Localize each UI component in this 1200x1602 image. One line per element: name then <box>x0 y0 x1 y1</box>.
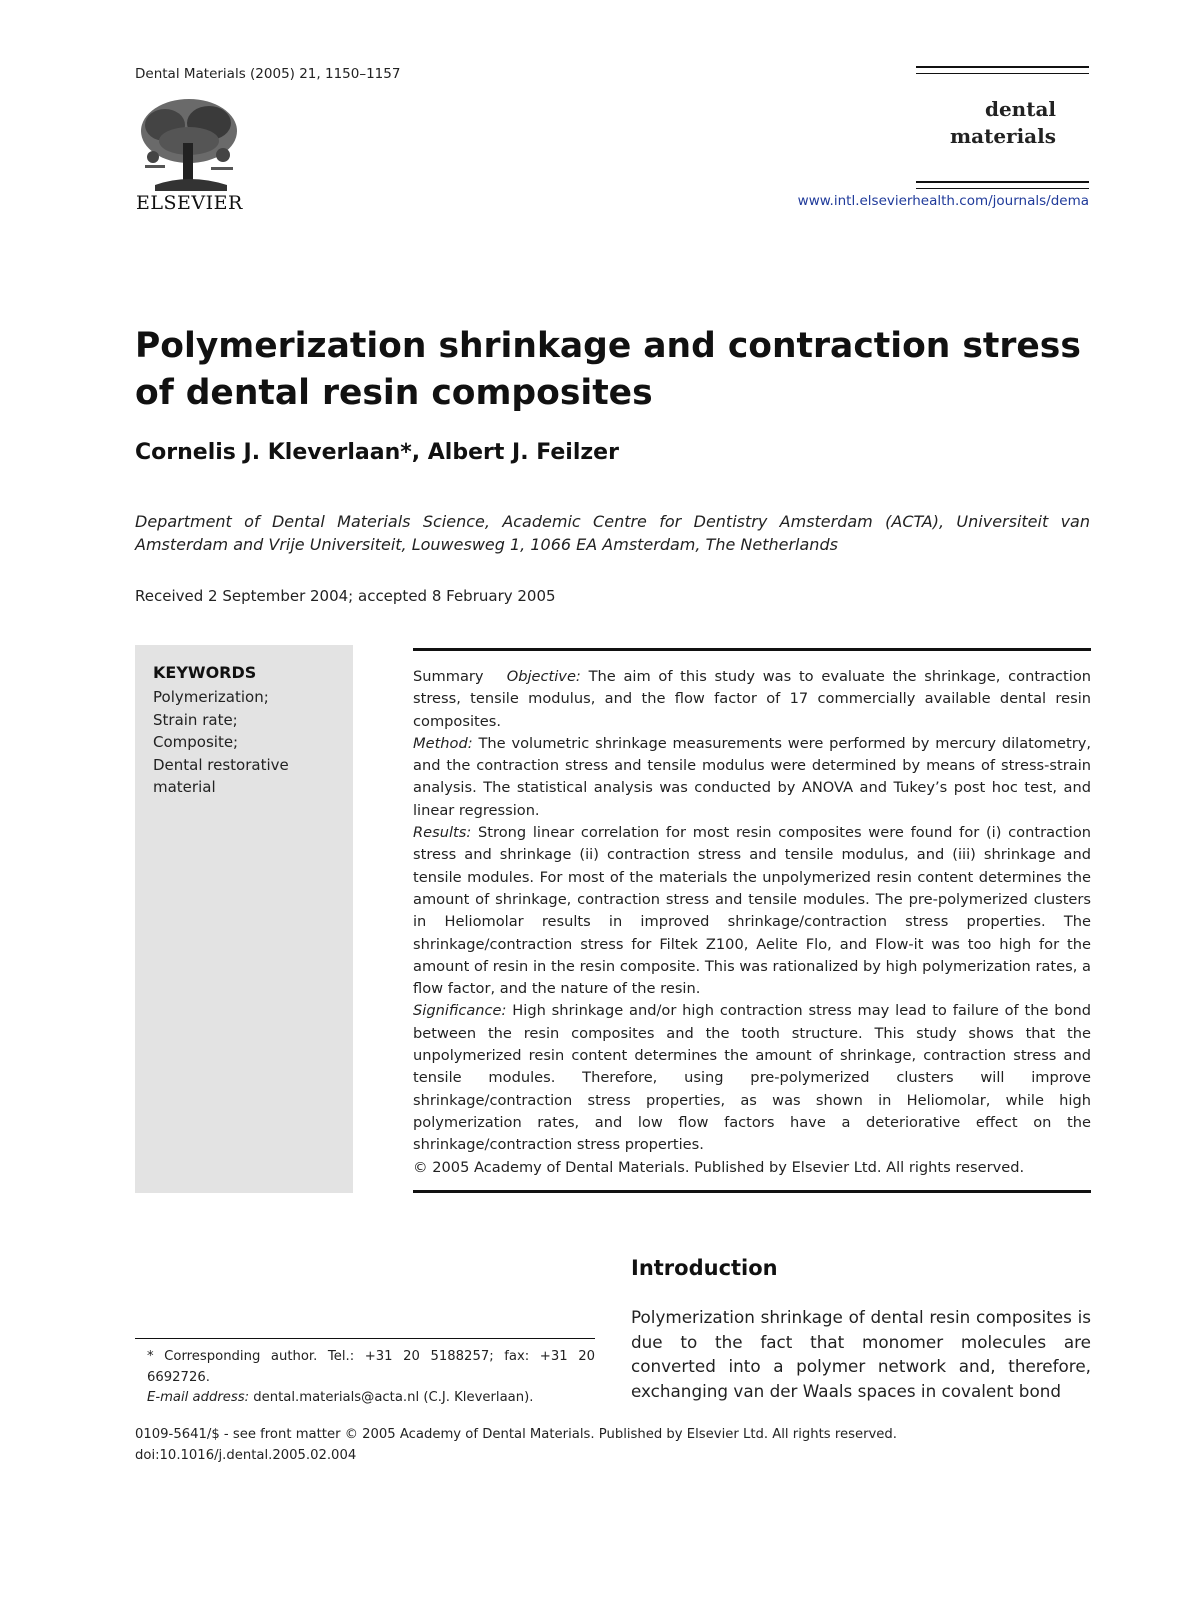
keywords-list <box>153 686 343 799</box>
objective-text: The aim of this study was to evaluate the shrinkage, contraction stress, tensile modulus, and the flow factor of 17 commercially available dental resin composites. <box>413 668 1091 730</box>
introduction-heading: Introduction <box>631 1256 778 1280</box>
summary-rule-top <box>413 648 1091 651</box>
received-dates: Received 2 September 2004; accepted 8 February 2005 <box>135 587 556 605</box>
abstract-summary <box>413 666 1091 1179</box>
masthead-rule <box>916 181 1089 183</box>
email-address[interactable]: dental.materials@acta.nl (C.J. Kleverlaan). <box>253 1390 534 1405</box>
masthead-rule <box>916 188 1089 189</box>
keyword-item: Composite; <box>153 733 239 751</box>
doi-line[interactable]: doi:10.1016/j.dental.2005.02.004 <box>135 1447 357 1463</box>
footnote-rule <box>135 1338 595 1339</box>
article-authors: Cornelis J. Kleverlaan*, Albert J. Feilzer <box>135 440 619 465</box>
summary-rule-bottom <box>413 1190 1091 1193</box>
method-text: The volumetric shrinkage measurements were performed by mercury dilatometry, and the contraction stress and tensile modulus were determined by means of stress-strain analysis. The statistical analysis was conducted by ANOVA and Tukey’s post hoc test, and linear regression. <box>413 734 1092 819</box>
front-matter-info <box>135 1425 1095 1466</box>
significance-label: Significance: <box>413 1002 507 1020</box>
keyword-item: Strain rate; <box>153 710 238 729</box>
summary-label: Summary <box>413 668 484 685</box>
journal-name <box>916 96 1056 150</box>
corresponding-author-note: * Corresponding author. Tel.: +31 20 5188257; fax: +31 20 6692726. <box>147 1349 595 1385</box>
masthead-rule <box>916 66 1089 68</box>
method-label: Method: <box>413 734 473 752</box>
results-text: Strong linear correlation for most resin composites were found for (i) contraction stress and shrinkage (ii) contraction stress and tensile modulus, and (iii) shrinkage and tensile modules. For most of the materials the unpolymerized resin content determines the amount of shrinkage, contraction stress and tensile modules. The pre-polymerized clusters in Heliomolar results in improved shrinkage/contraction stress properties. The shrinkage/contraction stress for Filtek Z100, Aelite Flo, and Flow-it was too high for the amount of resin in the resin composite. This was rationalized by high polymerization rates, a flow factor, and the nature of the resin. <box>413 824 1092 998</box>
masthead-rule <box>916 73 1089 74</box>
introduction-text: Polymerization shrinkage of dental resin composites is due to the fact that monomer molecules are converted into a polymer network and, therefore, exchanging van der Waals spaces in covalent bond <box>631 1307 1091 1401</box>
results-label: Results: <box>413 824 472 842</box>
author-affiliation: Department of Dental Materials Science, Academic Centre for Dentistry Amsterdam (ACTA), Universiteit van Amsterdam and Vrije Universiteit, Louwesweg 1, 1066 EA Amsterdam, The Netherlands <box>135 512 1090 554</box>
journal-name-line2: materials <box>949 124 1056 148</box>
summary-copyright: © 2005 Academy of Dental Materials. Published by Elsevier Ltd. All rights reserved. <box>413 1158 1025 1176</box>
email-label: E-mail address: <box>147 1390 250 1405</box>
keywords-title: KEYWORDS <box>153 663 257 682</box>
journal-url-link[interactable]: www.intl.elsevierhealth.com/journals/dema <box>797 193 1089 209</box>
significance-text: High shrinkage and/or high contraction stress may lead to failure of the bond between the resin composites and the tooth structure. This study shows that the unpolymerized resin content determines the amount of shrinkage, contraction stress and tensile modules. Therefore, using pre-polymerized clusters will improve shrinkage/contraction stress properties, as was shown in Heliomolar, while high polymerization rates, and low flow factors have a deteriorative effect on the shrinkage/contraction stress properties. <box>413 1002 1092 1154</box>
email-note <box>135 1388 595 1409</box>
keyword-item: Dental restorative material <box>153 755 289 796</box>
elsevier-wordmark: ELSEVIER <box>136 192 243 214</box>
objective-label: Objective: <box>506 668 581 685</box>
issn-line: 0109-5641/$ - see front matter © 2005 Academy of Dental Materials. Published by Elsevier Ltd. All rights reserved. <box>135 1427 897 1442</box>
footnote <box>135 1347 595 1409</box>
article-title: Polymerization shrinkage and contraction stress of dental resin composites <box>135 326 1081 413</box>
keyword-item: Polymerization; <box>153 688 269 706</box>
journal-reference: Dental Materials (2005) 21, 1150–1157 <box>135 66 401 82</box>
elsevier-tree-logo-icon <box>135 95 243 193</box>
journal-name-line1: dental <box>984 97 1056 121</box>
